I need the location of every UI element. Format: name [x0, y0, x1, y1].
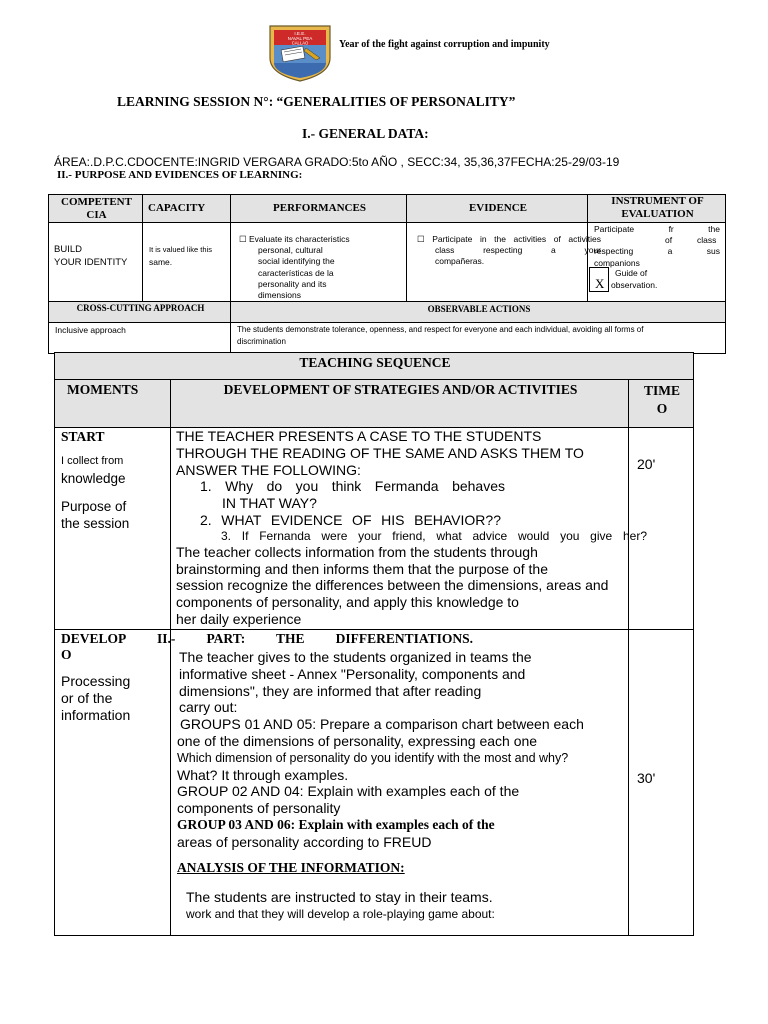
session-title: LEARNING SESSION N°: “GENERALITIES OF PERSONALITY” [117, 94, 516, 109]
develop-line-14: The students are instructed to stay in their teams. [186, 889, 493, 905]
instrument-line-1: Participate fr the [594, 224, 720, 234]
moments-header-cell [54, 379, 171, 428]
start-line-1: THE TEACHER PRESENTS A CASE TO THE STUDENTS [176, 428, 542, 444]
observable-value-line-1: The students demonstrate tolerance, openness, and respect for everyone and each individual, avoiding all forms of [237, 325, 644, 334]
capacity-line-1: It is valued like this [149, 245, 212, 254]
develop-moment-line-2: or of the [61, 689, 113, 706]
develop-line-10: components of personality [177, 800, 341, 817]
develop-line-1: The teacher gives to the students organized in teams the [179, 649, 532, 665]
start-moment-line-1: I collect from [61, 455, 124, 467]
observable-header-cell [230, 301, 726, 323]
start-line-11: components of personality, and apply this knowledge to [176, 594, 519, 611]
start-time: 20' [637, 456, 656, 472]
header-competency-1: COMPETENT [61, 196, 132, 208]
start-line-9: brainstorming and then informs them that the purpose of the [176, 560, 548, 577]
header-competency-2: CIA [86, 209, 107, 221]
start-moment-line-2: knowledge [61, 471, 126, 486]
logo-text-2: NAVAL PEA [287, 36, 313, 41]
start-moment-title: START [61, 429, 105, 444]
time-header-1: TIME [643, 383, 680, 398]
start-line-6: 2. WHAT EVIDENCE OF HIS BEHAVIOR?? [200, 511, 501, 528]
instrument-cell [587, 222, 726, 302]
performances-cell [230, 222, 407, 302]
develop-line-5: GROUPS 01 AND 05: Prepare a comparison chart between each [180, 716, 584, 733]
section-general-data: I.- GENERAL DATA: [302, 126, 429, 141]
observable-value-cell [230, 322, 726, 354]
school-logo [268, 24, 332, 82]
general-data-line: ÁREA:.D.P.C.CDOCENTE:INGRID VERGARA GRADO:5to AÑO , SECC:34, 35,36,37FECHA:25-29/03-19 [54, 155, 620, 169]
develop-line-7: Which dimension of personality do you identify with the most and why? [177, 750, 569, 765]
start-moment-line-3: Purpose of [61, 499, 127, 514]
instrument-line-2a: of [665, 235, 673, 246]
checkbox-x[interactable] [589, 267, 609, 292]
develop-moment-line-3: information [61, 706, 131, 723]
competency-cell [48, 222, 143, 302]
purpose-evidence-table [48, 194, 726, 354]
header-instrument-cell [587, 194, 726, 223]
start-moment-line-4: the session [61, 516, 130, 531]
header-evidence-cell [406, 194, 588, 223]
develop-part-heading: II.- PART: THE DIFFERENTIATIONS. [157, 631, 473, 646]
instrument-line-6: observation. [611, 280, 658, 290]
section-purpose: II.- PURPOSE AND EVIDENCES OF LEARNING: [57, 169, 303, 181]
development-header-cell [170, 379, 629, 428]
checkbox-mark: X [595, 276, 605, 291]
development-header: DEVELOPMENT OF STRATEGIES AND/OR ACTIVITIES [223, 382, 578, 397]
header-performances-cell [230, 194, 407, 223]
instrument-line-2b: class [697, 235, 717, 246]
develop-moment-title-1: DEVELOP [61, 631, 127, 646]
start-moment-cell [54, 427, 171, 630]
performances-line-4: características de la [258, 267, 334, 278]
header-capacity-cell [142, 194, 231, 223]
develop-moment-cell [54, 629, 171, 936]
sequence-title-cell [54, 352, 694, 380]
crosscutting-value: Inclusive approach [55, 325, 126, 335]
header-instrument-1: INSTRUMENT OF [611, 195, 704, 207]
performances-line-1: ☐ Evaluate its characteristics [239, 234, 350, 244]
performances-line-2: personal, cultural [258, 245, 323, 256]
header-performances: PERFORMANCES [273, 202, 366, 214]
sequence-title: TEACHING SEQUENCE [299, 355, 451, 370]
header-instrument-2: EVALUATION [621, 208, 694, 220]
capacity-line-2: same. [149, 257, 173, 267]
capacity-cell [142, 222, 231, 302]
start-line-5: IN THAT WAY? [222, 495, 317, 512]
start-line-3: ANSWER THE FOLLOWING: [176, 461, 361, 478]
teaching-sequence-table [54, 352, 694, 936]
performances-line-5: personality and its [258, 278, 327, 289]
develop-line-8: What? It through examples. [177, 766, 349, 783]
time-header-cell [628, 379, 694, 428]
develop-moment-title-2: O [61, 647, 72, 662]
develop-time-cell [628, 629, 694, 936]
develop-line-11: GROUP 03 AND 06: Explain with examples each of the [177, 816, 495, 832]
develop-line-3: dimensions", they are informed that after reading [179, 682, 482, 699]
evidence-line-1: ☐ Participate in the activities of activities [417, 234, 601, 244]
instrument-line-3: respecting a sus [594, 246, 720, 257]
develop-activities-cell [157, 629, 629, 936]
instrument-line-4: companions [594, 257, 640, 268]
develop-moment-line-1: Processing [61, 673, 131, 689]
observable-header: OBSERVABLE ACTIONS [427, 304, 531, 314]
develop-line-4: carry out: [179, 699, 238, 716]
start-line-7: 3. If Fernanda were your friend, what advice would you give her? [221, 528, 647, 543]
performances-line-3: social identifying the [258, 256, 335, 267]
competency-line-2: YOUR IDENTITY [54, 257, 128, 268]
evidence-line-3: compañeras. [435, 256, 485, 267]
time-header-2: O [656, 401, 668, 416]
start-time-cell [628, 427, 694, 630]
year-motto: Year of the fight against corruption and impunity [339, 39, 550, 50]
header-competency-cell [48, 194, 143, 223]
develop-line-12: areas of personality according to FREUD [177, 833, 432, 850]
develop-line-2: informative sheet - Annex "Personality, components and [179, 665, 526, 682]
analysis-heading: ANALYSIS OF THE INFORMATION: [177, 860, 405, 875]
instrument-line-5: Guide of [615, 268, 648, 278]
performances-line-6: dimensions [258, 290, 301, 301]
develop-line-15: work and that they will develop a role-playing game about: [186, 907, 495, 921]
observable-value-line-2: discrimination [237, 336, 286, 346]
develop-line-9: GROUP 02 AND 04: Explain with examples each of the [177, 783, 520, 800]
start-line-2: THROUGH THE READING OF THE SAME AND ASKS THEM TO [176, 444, 584, 461]
crosscutting-header-cell [48, 301, 231, 323]
logo-text-3: CALLAO [291, 40, 309, 46]
header-capacity: CAPACITY [148, 202, 206, 214]
start-line-12: her daily experience [176, 610, 302, 627]
crosscutting-header: CROSS-CUTTING APPROACH [76, 303, 205, 313]
develop-line-6: one of the dimensions of personality, expressing each one [177, 732, 538, 749]
develop-time: 30' [637, 770, 656, 786]
competency-line-1: BUILD [54, 244, 82, 255]
header-evidence: EVIDENCE [468, 202, 528, 214]
crosscutting-value-cell [48, 322, 231, 354]
start-line-4: 1. Why do you think Fermanda behaves [200, 478, 505, 495]
start-line-8: The teacher collects information from the students through [176, 543, 538, 560]
evidence-cell [406, 222, 601, 302]
logo-text-1: I.E.E. [294, 31, 306, 36]
moments-header: MOMENTS [67, 382, 139, 397]
start-line-10: session recognize the differences between the dimensions, areas and [176, 577, 609, 594]
evidence-line-2: class respecting a your [435, 245, 601, 256]
